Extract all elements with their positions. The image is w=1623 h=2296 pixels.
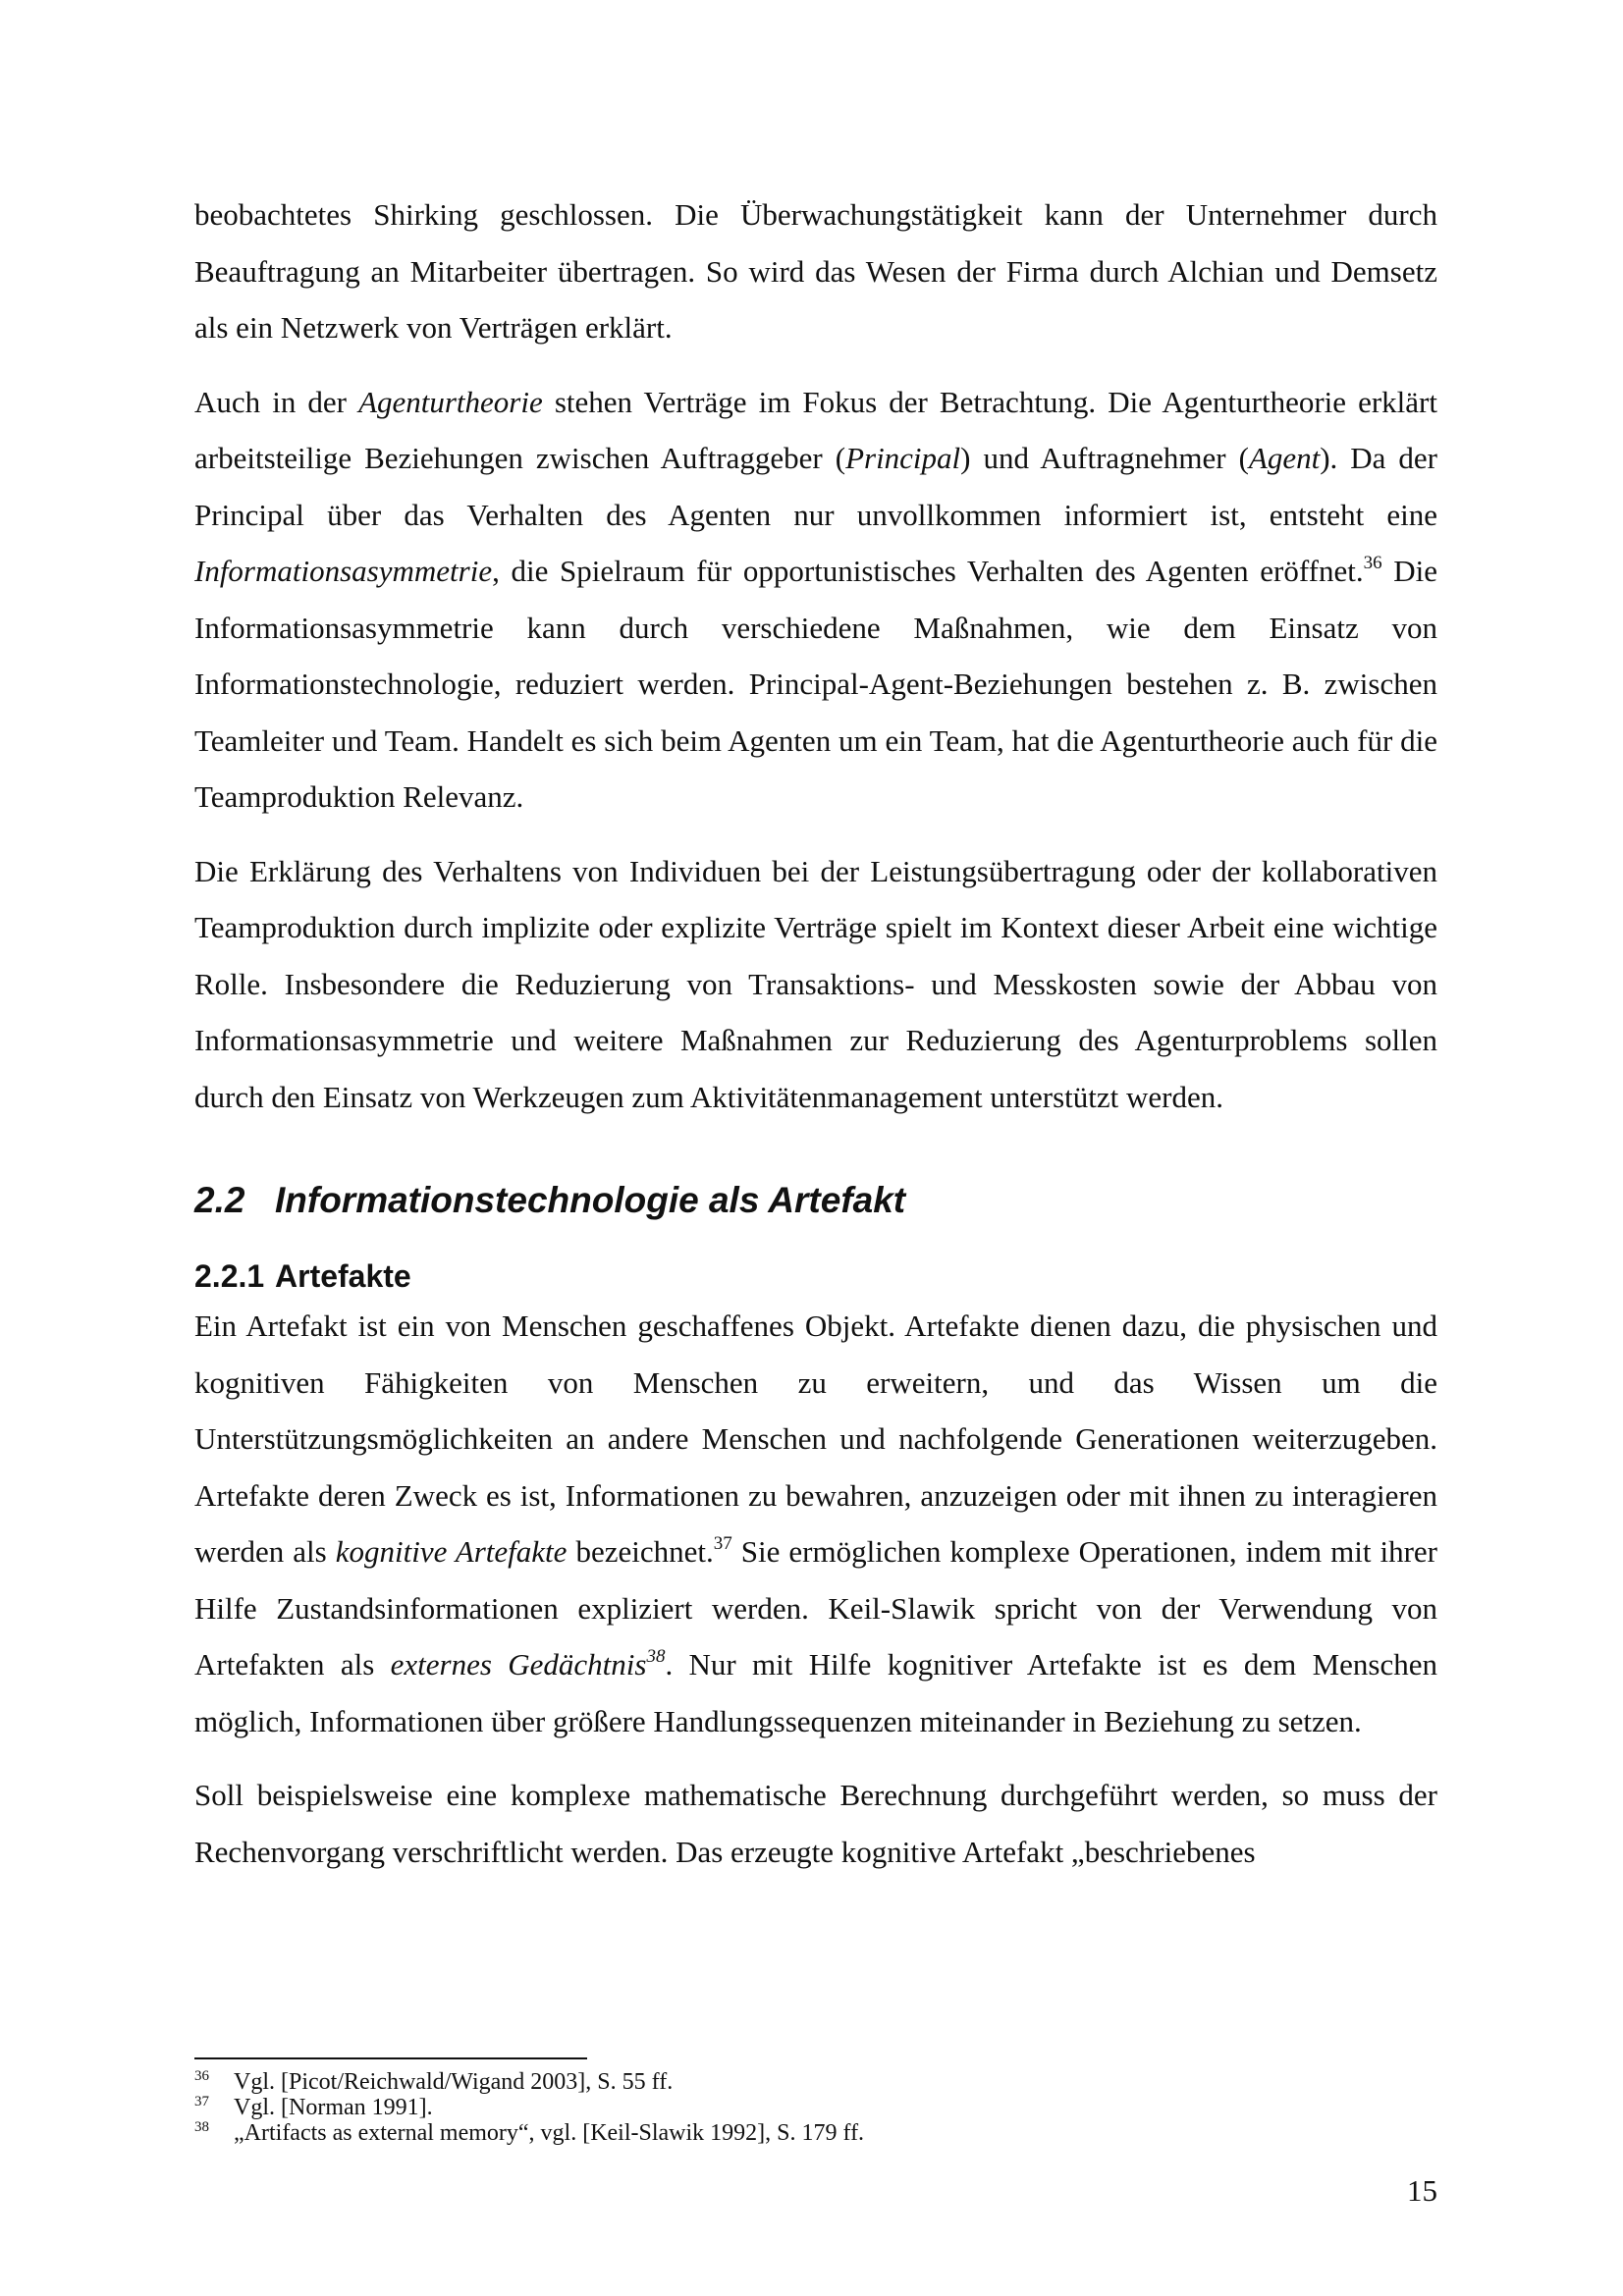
- text-run: Sie ermöglichen komplexe Operationen, indem mit ihrer Hilfe Zustandsinformationen expliziert werden. Keil-Slawik spricht von der Verwendung von Artefakten als: [194, 1534, 1437, 1682]
- italic-term-informationsasymmetrie: Informationsasymmetrie: [194, 554, 493, 588]
- footnote-37: [194, 2095, 1437, 2120]
- text-run: , die Spielraum für opportunistisches Verhalten des Agenten eröffnet.: [492, 554, 1364, 588]
- text-run: ) und Auftragnehmer (: [960, 441, 1249, 475]
- paragraph-1: beobachtetes Shirking geschlossen. Die Überwachungstätigkeit kann der Unternehmer durch Beauftragung an Mitarbeiter übertragen. So wird das Wesen der Firma durch Alchian und Demsetz als ein Netzwerk von Verträgen erklärt.: [194, 197, 1437, 345]
- footnote-number: 37: [194, 2094, 209, 2109]
- text-run: Die Informationsasymmetrie kann durch verschiedene Maßnahmen, wie dem Einsatz von Informationstechnologie, reduziert werden. Principal-Agent-Beziehungen bestehen z. B. zwischen Teamleiter und Team. Handelt es sich beim Agenten um ein Team, hat die Agenturtheorie auch für die Teamproduktion Relevanz.: [194, 554, 1437, 814]
- text-run: externes Gedächtnis: [390, 1647, 647, 1682]
- text-run: . Nur mit Hilfe kognitiver Artefakte ist es dem Menschen möglich, Informationen über größere Handlungssequenzen miteinander in Beziehung zu setzen.: [194, 1647, 1437, 1738]
- subsection-heading: [194, 1255, 1437, 1298]
- footnote-text: Vgl. [Picot/Reichwald/Wigand 2003], S. 55 ff.: [234, 2069, 674, 2095]
- footnote-38: [194, 2120, 1437, 2146]
- italic-term-principal: Principal: [845, 441, 961, 475]
- footnote-text: „Artifacts as external memory“, vgl. [Keil-Slawik 1992], S. 179 ff.: [234, 2120, 865, 2146]
- italic-term-externes-gedaechtnis: [391, 1647, 666, 1682]
- subsection-number: 2.2.1: [194, 1258, 265, 1294]
- paragraph-5: Soll beispielsweise eine komplexe mathematische Berechnung durchgeführt werden, so muss der Rechenvorgang verschriftlicht werden. Das erzeugte kognitive Artefakt „beschriebenes: [194, 1778, 1437, 1869]
- footnote-number: 36: [194, 2068, 209, 2084]
- page-number: 15: [1407, 2173, 1437, 2208]
- text-run: bezeichnet.: [567, 1534, 714, 1569]
- paragraph-2: [194, 374, 1437, 826]
- section-number: 2.2: [194, 1180, 245, 1220]
- text-run: Ein Artefakt ist ein von Menschen geschaffenes Objekt. Artefakte dienen dazu, die physischen und kognitiven Fähigkeiten von Menschen zu erweitern, und das Wissen um die Unterstützungsmöglichkeiten an andere Menschen und nachfolgende Generationen weiterzugeben. Artefakte deren Zweck es ist, Informationen zu bewahren, anzuzeigen oder mit ihnen zu interagieren werden als: [194, 1308, 1437, 1569]
- italic-term-agenturtheorie: Agenturtheorie: [358, 384, 543, 419]
- footnote-ref-36[interactable]: 36: [1363, 553, 1382, 573]
- subsection-title: Artefakte: [275, 1258, 411, 1294]
- page-body: [194, 187, 1437, 1880]
- footnote-separator: [194, 2057, 587, 2059]
- text-run: stehen Verträge im Fokus der Betrachtung. Die Agenturtheorie erklärt arbeitsteilige Beziehungen zwischen Auftraggeber (: [194, 384, 1437, 475]
- text-run: Auch in der: [194, 384, 359, 419]
- paragraph-4: [194, 1298, 1437, 1749]
- italic-term-agent: Agent: [1248, 441, 1321, 475]
- paragraph-3: Die Erklärung des Verhaltens von Individuen bei der Leistungsübertragung oder der kollaborativen Teamproduktion durch implizite oder explizite Verträge spielt im Kontext dieser Arbeit eine wichtige Rolle. Insbesondere die Reduzierung von Transaktions- und Messkosten sowie der Abbau von Informationsasymmetrie und weitere Maßnahmen zur Reduzierung des Agenturproblems sollen durch den Einsatz von Werkzeugen zum Aktivitätenmanagement unterstützt werden.: [194, 853, 1437, 1114]
- section-heading: [194, 1178, 1437, 1223]
- footnote-36: [194, 2069, 1437, 2095]
- text-run: ). Da der Principal über das Verhalten des Agenten nur unvollkommen informiert ist, entsteht eine: [194, 441, 1437, 532]
- footnote-text: Vgl. [Norman 1991].: [234, 2095, 433, 2120]
- footnote-number: 38: [194, 2119, 209, 2135]
- footnote-ref-37[interactable]: 37: [713, 1533, 732, 1554]
- footnote-ref-38[interactable]: 38: [646, 1646, 666, 1667]
- footnotes: [194, 2069, 1437, 2146]
- italic-term-kognitive-artefakte: kognitive Artefakte: [335, 1534, 568, 1569]
- section-title: Informationstechnologie als Artefakt: [275, 1180, 906, 1220]
